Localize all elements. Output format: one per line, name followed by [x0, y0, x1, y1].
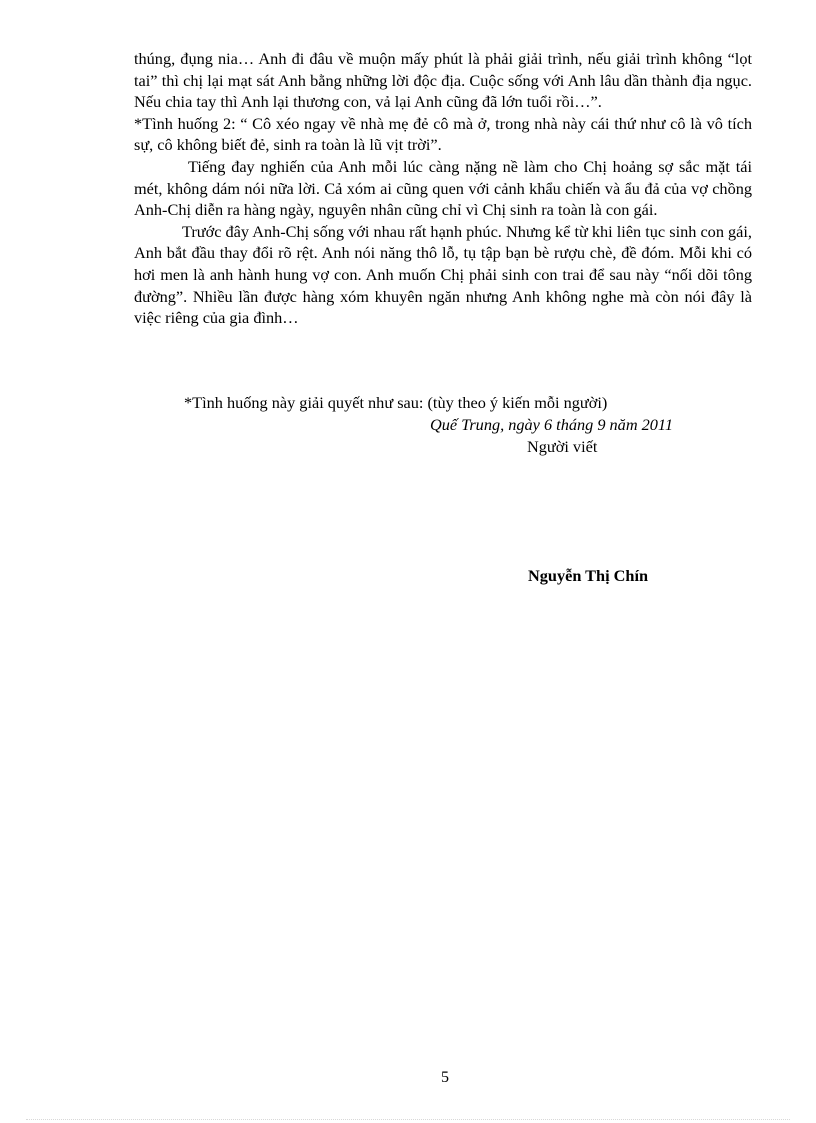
author-name: Nguyễn Thị Chín	[528, 566, 649, 585]
paragraph-narrative-1: Tiếng đay nghiến của Anh mỗi lúc càng nặng nề làm cho Chị hoảng sợ sắc mặt tái mét, không dám nói nữa lời. Cả xóm ai cũng quen với cảnh khẩu chiến và ẩu đả của vợ chồng Anh-Chị diễn ra hàng ngày, nguyên nhân cũng chỉ vì Chị sinh ra toàn là con gái.	[134, 156, 752, 220]
page-bottom-divider	[26, 1119, 790, 1120]
author-role: Người viết	[527, 437, 598, 456]
resolution-note: *Tình huống này giải quyết như sau: (tùy theo ý kiến mỗi người)	[184, 393, 608, 412]
paragraph-situation-2: *Tình huống 2: “ Cô xéo ngay về nhà mẹ đẻ cô mà ở, trong nhà này cái thứ như cô là vô tích sự, cô không biết đẻ, sinh ra toàn là lũ vịt trời”.	[134, 113, 752, 155]
paragraph-continuation: thúng, đụng nia… Anh đi đâu về muộn mấy phút là phải giải trình, nếu giải trình không “lọt tai” thì chị lại mạt sát Anh bằng những lời độc địa. Cuộc sống với Anh lâu dần thành địa ngục. Nếu chia tay thì Anh lại thương con, vả lại Anh cũng đã lớn tuổi rồi…”.	[134, 49, 752, 112]
place-date-line: Quế Trung, ngày 6 tháng 9 năm 2011	[430, 415, 674, 434]
page-number: 5	[441, 1069, 449, 1086]
document-body	[134, 48, 752, 329]
paragraph-narrative-2: Trước đây Anh-Chị sống với nhau rất hạnh phúc. Nhưng kể từ khi liên tục sinh con gái, Anh bắt đầu thay đổi rõ rệt. Anh nói năng thô lỗ, tụ tập bạn bè rượu chè, đề đóm. Mỗi khi có hơi men là anh hành hung vợ con. Anh muốn Chị phải sinh con trai để sau này “nối dõi tông đường”. Nhiều lần được hàng xóm khuyên ngăn nhưng Anh không nghe mà còn nói đây là việc riêng của gia đình…	[134, 221, 752, 328]
